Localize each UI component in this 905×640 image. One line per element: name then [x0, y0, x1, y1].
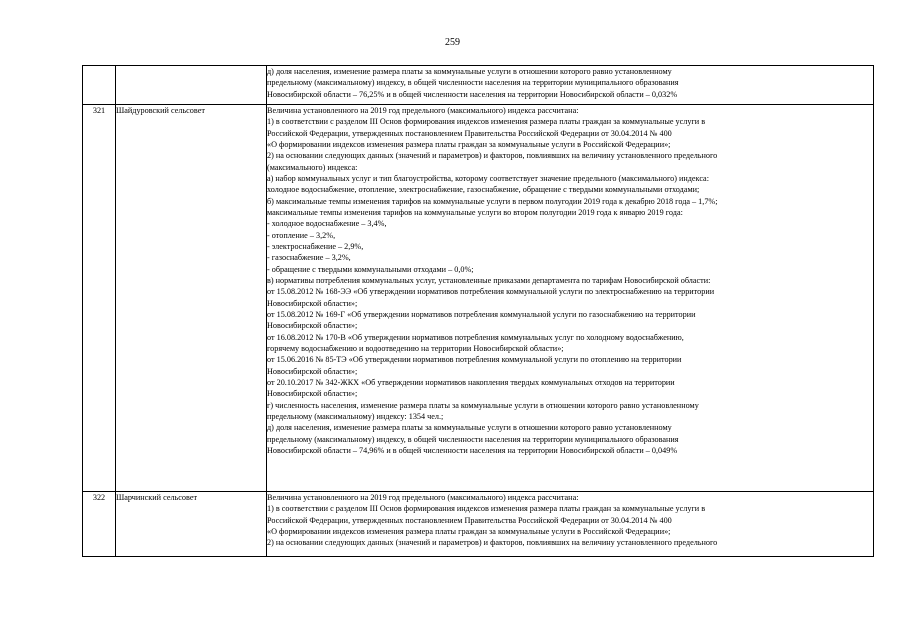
text-line: 2) на основании следующих данных (значений и параметров) и факторов, повлиявших на величину установленного предельного: [267, 151, 718, 161]
table-row: [83, 105, 874, 492]
text-line: Новосибирской области»;: [267, 389, 358, 399]
table-row: [83, 66, 874, 105]
text-line: от 15.08.2012 № 168-ЭЭ «Об утверждении нормативов потребления коммунальной услуги по электроснабжению на территории: [267, 287, 715, 297]
page-number: 259: [445, 37, 460, 48]
text-line: Величина установленного на 2019 год предельного (максимального) индекса рассчитана:: [267, 493, 579, 502]
text-line: Российской Федерации, утвержденных постановлением Правительства Российской Федерации от 30.04.2014 № 400: [267, 515, 672, 525]
text-line: «О формировании индексов изменения размера платы граждан за коммунальные услуги в Российской Федерации»;: [267, 526, 671, 536]
text-line: 1) в соответствии с разделом III Основ формирования индексов изменения размера платы граждан за коммунальные услуги в: [267, 117, 706, 127]
text-line: - отопление – 3,2%,: [267, 230, 336, 240]
municipality-name: Шайдуровский сельсовет: [116, 105, 267, 492]
row-number: [83, 66, 116, 105]
text-line: Новосибирской области – 74,96% и в общей численности населения на территории Новосибирской области – 0,049%: [267, 445, 678, 455]
table-row: [83, 492, 874, 557]
text-line: в) нормативы потребления коммунальных услуг, установленные приказами департамента по тарифам Новосибирской области:: [267, 275, 711, 285]
index-description: [267, 66, 874, 105]
text-line: - обращение с твердыми коммунальными отходами – 0,0%;: [267, 264, 474, 274]
text-line: от 16.08.2012 № 170-В «Об утверждении нормативов потребления коммунальных услуг по холодному водоснабжению,: [267, 332, 684, 342]
index-table: [82, 65, 874, 557]
text-line: Величина установленного на 2019 год предельного (максимального) индекса рассчитана:: [267, 106, 579, 115]
municipality-name: Шарчинский сельсовет: [116, 492, 267, 557]
text-line: Российской Федерации, утвержденных постановлением Правительства Российской Федерации от 30.04.2014 № 400: [267, 128, 672, 138]
text-line: 2) на основании следующих данных (значений и параметров) и факторов, повлиявших на величину установленного предельного: [267, 538, 718, 548]
text-line: горячему водоснабжению и водоотведению на территории Новосибирской области»;: [267, 343, 564, 353]
text-line: б) максимальные темпы изменения тарифов на коммунальные услуги в первом полугодии 2019 года к декабрю 2018 года – 1,7%;: [267, 196, 718, 206]
text-line: (максимального) индекса:: [267, 162, 358, 172]
text-line: Новосибирской области – 76,25% и в общей численности населения на территории Новосибирской области – 0,032%: [267, 89, 678, 99]
text-line: а) набор коммунальных услуг и тип благоустройства, которому соответствует значение предельного (максимального) индекса:: [267, 173, 709, 183]
text-line: - холодное водоснабжение – 3,4%,: [267, 219, 387, 229]
text-line: максимальные темпы изменения тарифов на коммунальные услуги во втором полугодии 2019 года к январю 2019 года:: [267, 207, 683, 217]
text-line: холодное водоснабжение, отопление, электроснабжение, газоснабжение, обращение с твердыми коммунальными отходами;: [267, 185, 700, 195]
text-line: 1) в соответствии с разделом III Основ формирования индексов изменения размера платы граждан за коммунальные услуги в: [267, 504, 706, 514]
text-line: предельному (максимальному) индексу, в общей численности населения на территории муниципального образования: [267, 434, 679, 444]
text-line: от 15.06.2016 № 85-ТЭ «Об утверждении нормативов потребления коммунальной услуги по отоплению на территории: [267, 355, 682, 365]
text-line: д) доля населения, изменение размера платы за коммунальные услуги в отношении которого равно установленному: [267, 67, 672, 76]
row-number: 321: [83, 105, 116, 492]
text-line: от 20.10.2017 № 342-ЖКХ «Об утверждении нормативов накопления твердых коммунальных отходов на территории: [267, 377, 675, 387]
row-number: 322: [83, 492, 116, 557]
text-line: предельному (максимальному) индексу: 1354 чел.;: [267, 411, 444, 421]
text-line: «О формировании индексов изменения размера платы граждан за коммунальные услуги в Российской Федерации»;: [267, 139, 671, 149]
index-description: [267, 492, 874, 557]
text-line: Новосибирской области»;: [267, 321, 358, 331]
text-line: от 15.08.2012 № 169-Г «Об утверждении нормативов потребления коммунальной услуги по газоснабжению на территории: [267, 309, 696, 319]
text-line: г) численность населения, изменение размера платы за коммунальные услуги в отношении которого равно установленному: [267, 400, 699, 410]
text-line: д) доля населения, изменение размера платы за коммунальные услуги в отношении которого равно установленному: [267, 423, 672, 433]
text-line: - газоснабжение – 3,2%,: [267, 253, 351, 263]
index-description: [267, 105, 874, 492]
text-line: Новосибирской области»;: [267, 366, 358, 376]
text-line: предельному (максимальному) индексу, в общей численности населения на территории муниципального образования: [267, 78, 679, 88]
municipality-name: [116, 66, 267, 105]
text-line: - электроснабжение – 2,9%,: [267, 241, 364, 251]
text-line: Новосибирской области»;: [267, 298, 358, 308]
